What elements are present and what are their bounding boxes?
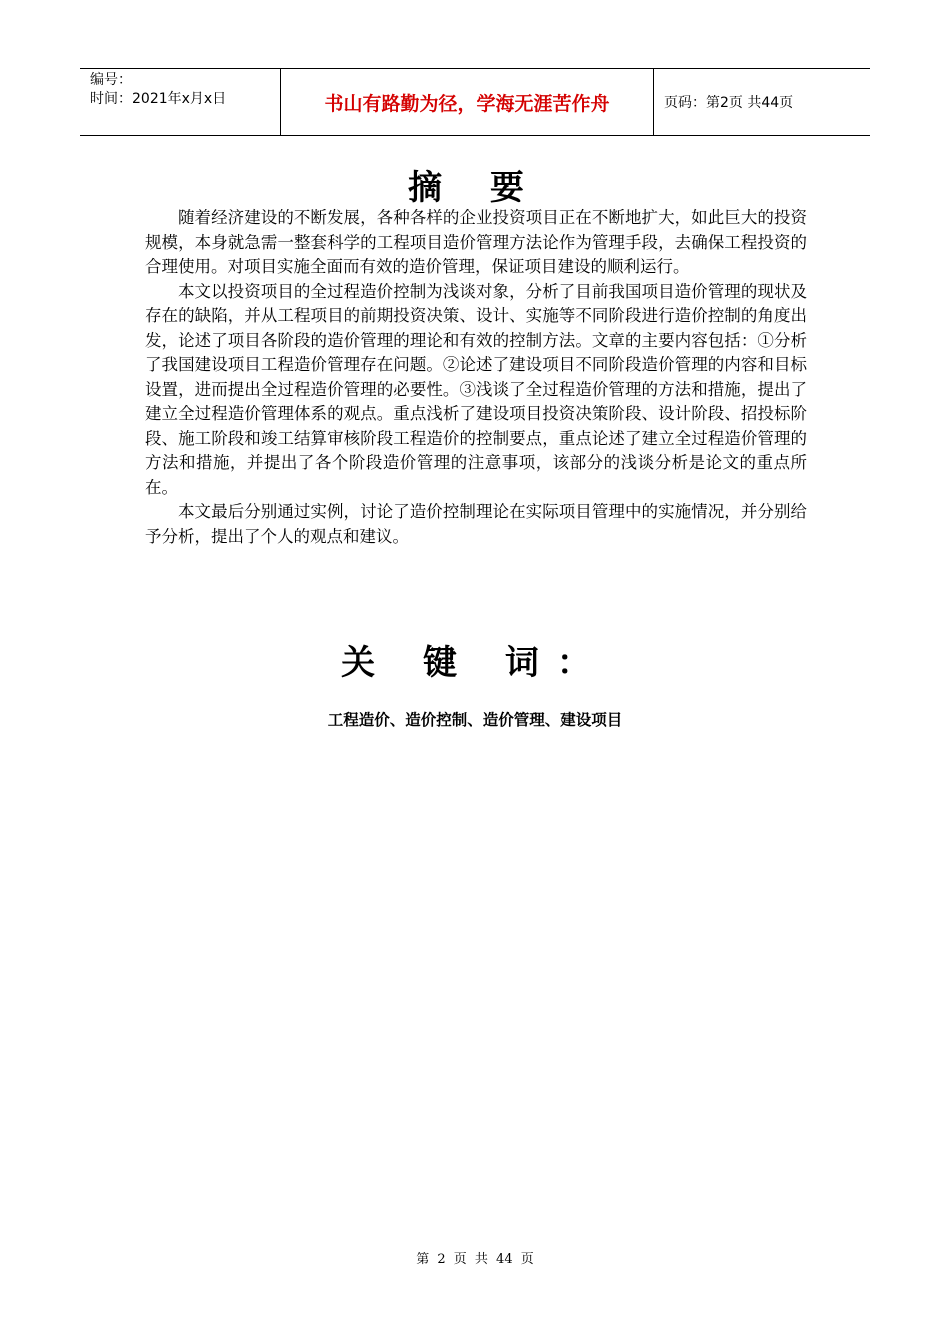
page-header (80, 68, 870, 136)
page-footer: 第 2 页 共 44 页 (416, 1252, 534, 1267)
header-motto: 书山有路勤为径，学海无涯苦作舟 (281, 69, 654, 135)
abstract-paragraph-2: 本文以投资项目的全过程造价控制为浅谈对象，分析了目前我国项目造价管理的现状及存在的缺陷，并从工程项目的前期投资决策、设计、实施等不同阶段进行造价控制的角度出发，论述了项目各阶段的造价管理的理论和有效的控制方法。文章的主要内容包括：①分析了我国建设项目工程造价管理存在问题。②论述了建设项目不同阶段造价管理的内容和目标设置，进而提出全过程造价管理的必要性。③浅谈了全过程造价管理的方法和措施，提出了建立全过程造价管理体系的观点。重点浅析了建设项目投资决策阶段、设计阶段、招投标阶段、施工阶段和竣工结算审核阶段工程造价的控制要点，重点论述了建立全过程造价管理的方法和措施，并提出了各个阶段造价管理的注意事项，该部分的浅谈分析是论文的重点所在。 (145, 281, 807, 497)
abstract-body (145, 206, 807, 549)
abstract-paragraph-3: 本文最后分别通过实例，讨论了造价控制理论在实际项目管理中的实施情况，并分别给予分析，提出了个人的观点和建议。 (145, 502, 807, 546)
time-label: 时间：2021年x月x日 (90, 91, 227, 107)
header-page-info: 页码：第2页 共44页 (664, 95, 794, 111)
abstract-paragraph-1: 随着经济建设的不断发展，各种各样的企业投资项目正在不断地扩大，如此巨大的投资规模，本身就急需一整套科学的工程项目造价管理方法论作为管理手段，去确保工程投资的合理使用。对项目实施全面而有效的造价管理，保证项目建设的顺利运行。 (145, 208, 807, 276)
header-meta (80, 69, 281, 135)
abstract-title: 摘 要 (408, 168, 542, 208)
keywords-title: 关 键 词： (341, 643, 609, 683)
number-label: 编号： (90, 72, 132, 88)
keywords-list: 工程造价、造价控制、造价管理、建设项目 (327, 711, 623, 729)
